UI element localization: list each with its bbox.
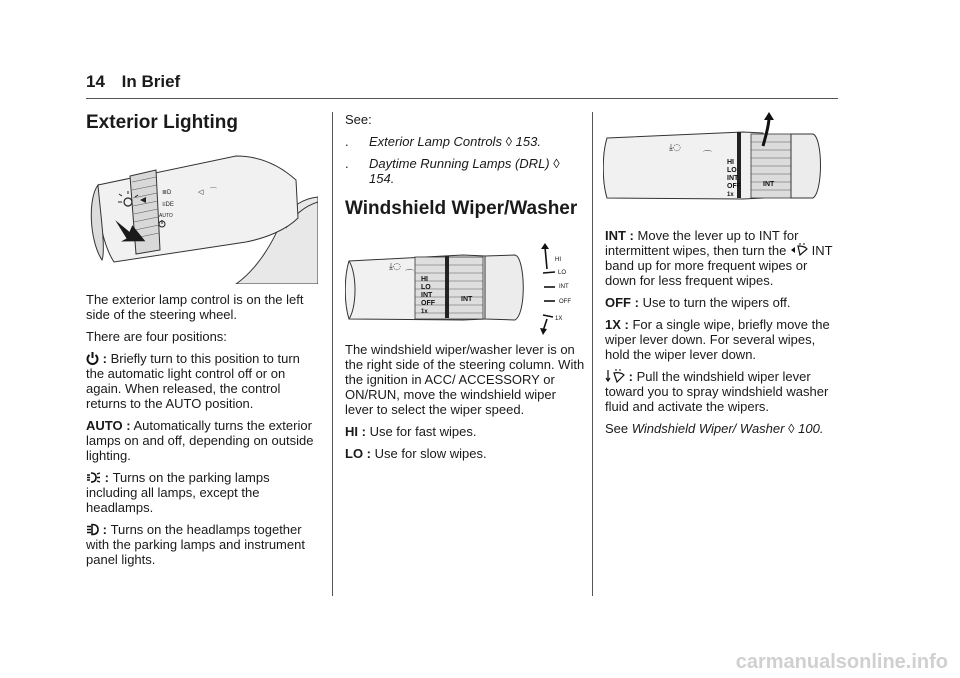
see-label: See: bbox=[345, 112, 372, 127]
svg-text:⌒: ⌒ bbox=[405, 270, 415, 280]
ref-page: 153. bbox=[515, 134, 541, 149]
wiper-lever-illustration bbox=[345, 243, 577, 335]
column-exterior-lighting bbox=[86, 112, 321, 134]
parking-lamps-icon bbox=[86, 471, 101, 484]
svg-text:INT: INT bbox=[421, 292, 433, 299]
off-label: OFF : bbox=[605, 295, 639, 310]
fig3-int-label: INT bbox=[727, 175, 739, 182]
fig-hi-label: HI bbox=[555, 257, 561, 263]
fig3-lo-label: LO bbox=[727, 167, 737, 174]
svg-text:◁: ◁ bbox=[198, 188, 204, 196]
fig-off-label: OFF bbox=[559, 299, 571, 305]
see-prefix: See bbox=[605, 421, 629, 436]
int-text-2: INT band up for more frequent wipes or down for less frequent wipes. bbox=[605, 243, 833, 288]
page-header bbox=[86, 72, 180, 92]
off-position-text: Briefly turn to this position to turn the automatic light control off or on again. When released, the control returns to the AUTO position. bbox=[86, 351, 300, 411]
column-wiper bbox=[345, 112, 585, 220]
svg-text:≣D: ≣D bbox=[162, 190, 172, 196]
hi-item bbox=[345, 424, 585, 439]
auto-label: AUTO bbox=[159, 213, 173, 219]
ref-title: Exterior Lamp Controls bbox=[369, 134, 502, 149]
parking-lamps-item: : Turns on the parking lamps including all lamps, except the headlamps. bbox=[86, 470, 270, 515]
watermark: carmanualsonline.info bbox=[735, 651, 948, 673]
fig-int-label: INT bbox=[559, 284, 569, 290]
svg-text:LO: LO bbox=[421, 284, 431, 291]
section-title: In Brief bbox=[121, 72, 181, 91]
auto-position-label: AUTO : bbox=[86, 418, 131, 433]
off-item bbox=[605, 295, 840, 310]
hi-text: Use for fast wipes. bbox=[369, 424, 477, 439]
page-ref-icon: ◊ bbox=[505, 134, 513, 149]
parking-lamps-text: Turns on the parking lamps including all lamps, except the headlamps. bbox=[86, 470, 270, 515]
column-exterior-lighting-text bbox=[86, 292, 321, 574]
see-wiper-ref[interactable] bbox=[605, 421, 840, 436]
1x-label: 1X : bbox=[605, 317, 629, 332]
column-divider-2 bbox=[592, 112, 593, 596]
off-text: Use to turn the wipers off. bbox=[642, 295, 791, 310]
bullet: . bbox=[345, 156, 349, 171]
off-position-item: : Briefly turn to this position to turn the automatic light control off or on again. When released, the control returns to the AUTO position. bbox=[86, 351, 300, 411]
int-wiper-icon bbox=[790, 243, 808, 257]
auto-position-item bbox=[86, 418, 321, 463]
headlamp-icon bbox=[86, 523, 99, 536]
ref-page: 154. bbox=[369, 171, 395, 186]
lo-text: Use for slow wipes. bbox=[374, 446, 487, 461]
ref-exterior-lamp-controls[interactable] bbox=[345, 134, 585, 149]
lo-label: LO : bbox=[345, 446, 371, 461]
headlamps-item: : Turns on the headlamps together with the parking lamps and instrument panel lights. bbox=[86, 522, 305, 567]
int-label: INT : bbox=[605, 228, 634, 243]
wiper-int-illustration bbox=[603, 112, 835, 204]
svg-text:⤓◌: ⤓◌ bbox=[389, 262, 401, 272]
svg-text:OFF: OFF bbox=[421, 300, 435, 307]
lamp-intro: The exterior lamp control is on the left side of the steering wheel. bbox=[86, 292, 304, 322]
1x-item bbox=[605, 317, 840, 362]
bullet: . bbox=[345, 134, 349, 149]
washer-item: : Pull the windshield wiper lever toward you to spray windshield washer fluid and activate the wipers. bbox=[605, 369, 829, 414]
int-text-1: Move the lever up to INT for intermittent wipes, then turn the bbox=[605, 228, 799, 258]
svg-text:⌒: ⌒ bbox=[210, 187, 217, 195]
svg-text:HI: HI bbox=[421, 276, 428, 283]
header-rule bbox=[86, 98, 838, 99]
svg-text:⌒: ⌒ bbox=[703, 151, 713, 161]
svg-text:⤓◌: ⤓◌ bbox=[669, 143, 681, 153]
wiper-intro: The windshield wiper/washer lever is on the right side of the steering column. With the ignition in ACC/ ACCESSORY or ON/RUN, move the windshield wiper lever to select the wiper speed. bbox=[345, 342, 585, 417]
exterior-lighting-heading: Exterior Lighting bbox=[86, 112, 238, 133]
page-ref-icon: ◊ bbox=[553, 156, 560, 171]
wiper-washer-heading: Windshield Wiper/Washer bbox=[345, 198, 578, 219]
power-icon bbox=[86, 351, 99, 365]
column-wiper-text bbox=[345, 342, 585, 468]
fig-lo-label: LO bbox=[558, 270, 567, 276]
svg-text:1x: 1x bbox=[421, 309, 428, 315]
washer-text: Pull the windshield wiper lever toward you to spray windshield washer fluid and activate the wipers. bbox=[605, 369, 829, 414]
svg-text:≡DE: ≡DE bbox=[162, 202, 174, 208]
auto-position-text: Automatically turns the exterior lamps on and off, depending on outside lighting. bbox=[86, 418, 314, 463]
headlamps-text: Turns on the headlamps together with the parking lamps and instrument panel lights. bbox=[86, 522, 305, 567]
fig3-1x-label: 1x bbox=[727, 192, 734, 198]
1x-text: For a single wipe, briefly move the wiper lever down. For several wipes, hold the wiper lever down. bbox=[605, 317, 830, 362]
lamp-control-illustration bbox=[86, 150, 318, 284]
fig3-off-label: OFF bbox=[727, 183, 741, 190]
lo-item bbox=[345, 446, 585, 461]
ref-page: 100. bbox=[798, 421, 824, 436]
page-number: 14 bbox=[86, 72, 105, 91]
page-ref-icon: ◊ bbox=[788, 421, 795, 436]
column-divider-1 bbox=[332, 112, 333, 596]
ref-title: Windshield Wiper/ Washer bbox=[631, 421, 785, 436]
washer-icon bbox=[605, 369, 625, 383]
ref-title: Daytime Running Lamps (DRL) bbox=[369, 156, 550, 171]
positions-intro: There are four positions: bbox=[86, 329, 227, 344]
int-item bbox=[605, 228, 840, 288]
ref-daytime-running-lamps[interactable] bbox=[345, 156, 585, 186]
svg-text:INT: INT bbox=[461, 296, 473, 303]
svg-text:INT: INT bbox=[763, 181, 775, 188]
column-wiper-details bbox=[605, 228, 840, 443]
fig-1x-label: 1X bbox=[555, 316, 563, 322]
fig3-hi-label: HI bbox=[727, 159, 734, 166]
hi-label: HI : bbox=[345, 424, 366, 439]
